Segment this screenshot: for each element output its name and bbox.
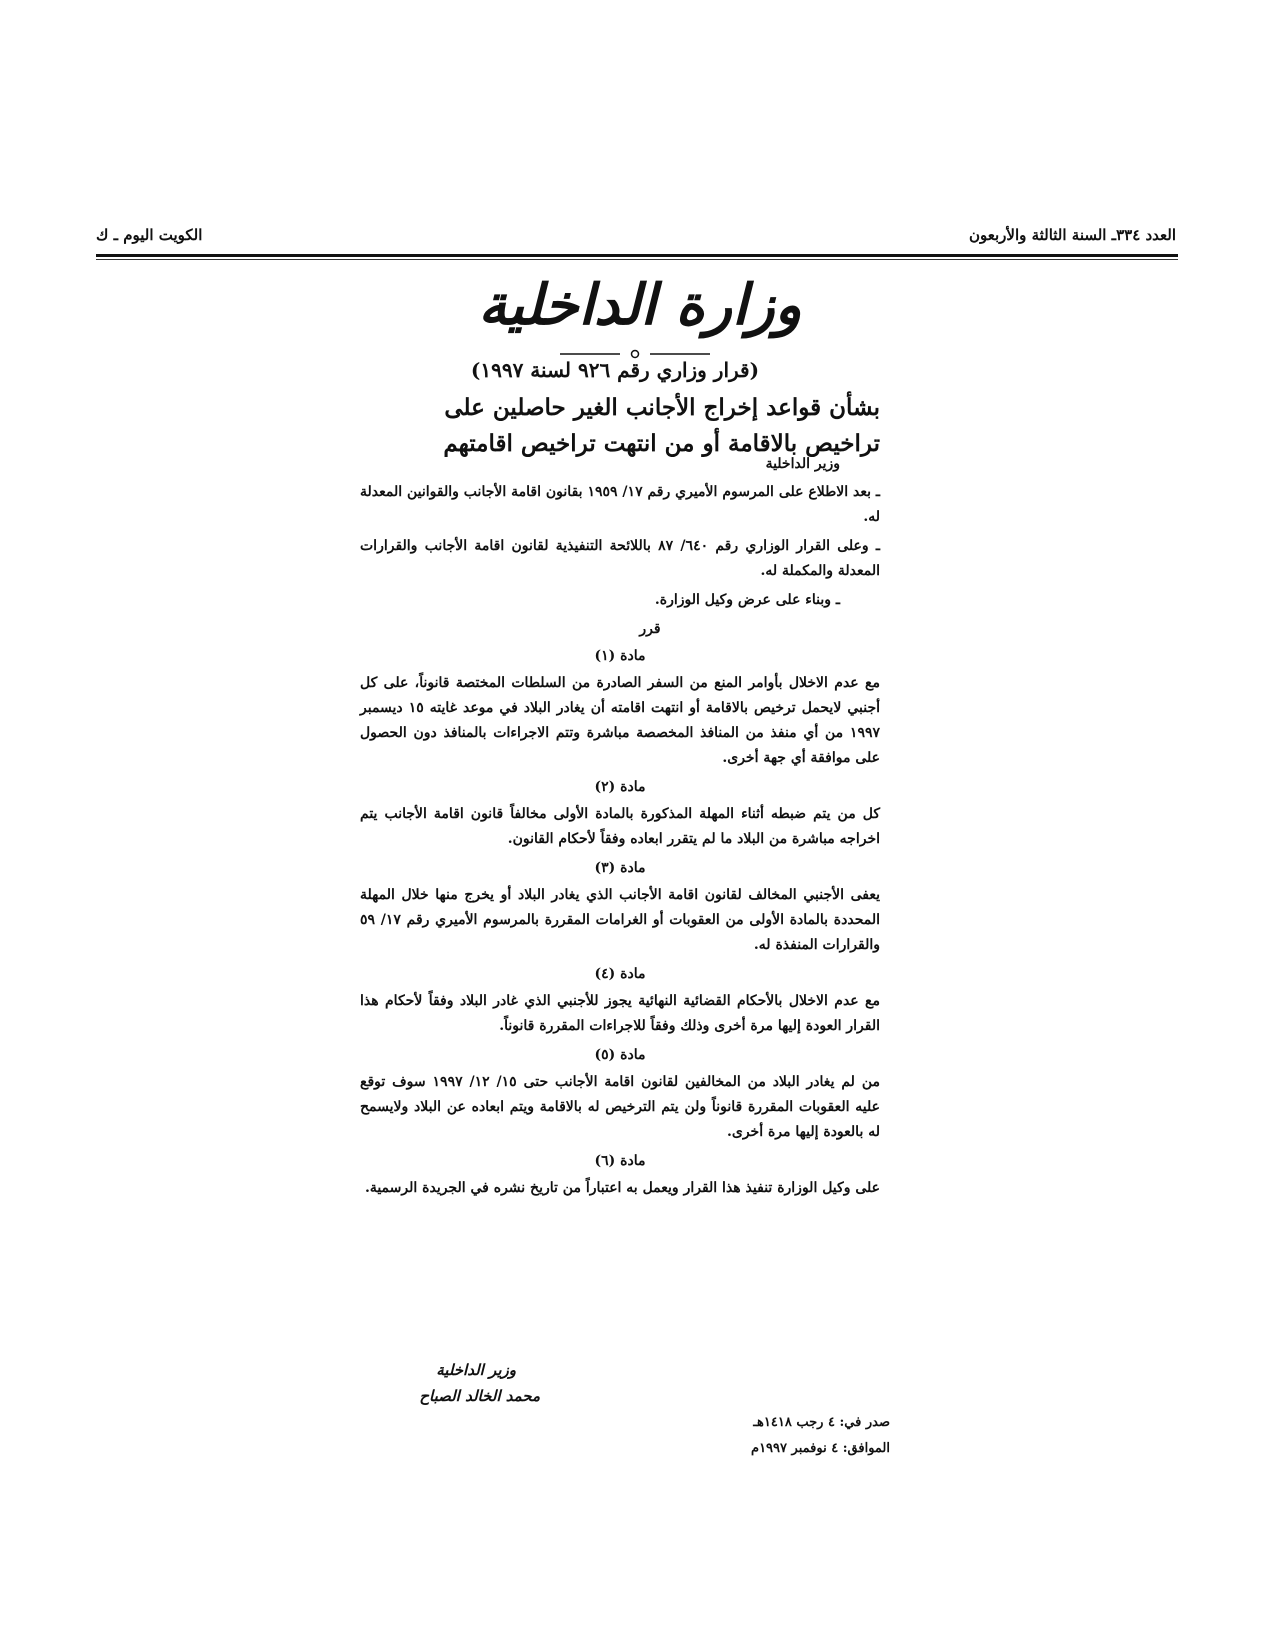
article-text: مع عدم الاخلال بالأحكام القضائية النهائية يجوز للأجنبي الذي غادر البلاد وفقاً لأحكام هذا القرار العودة إليها مرة أخرى وذلك وفقاً للاجراءات المقررة قانوناً. [360,993,880,1034]
article-text: من لم يغادر البلاد من المخالفين لقانون اقامة الأجانب حتى ١٥/ ١٢/ ١٩٩٧ سوف توقع عليه العقوبات المقررة قانوناً ولن يتم الترخيص له بالاقامة ويتم ابعاده عن البلاد ولايسمح له بالعودة إليها مرة أخرى. [360,1074,880,1140]
signature-block [360,1357,540,1409]
corresponding-date: الموافق: ٤ نوفمبر ١٩٩٧م [751,1441,890,1456]
article-text: مع عدم الاخلال بأوامر المنع من السفر الصادرة من السلطات المختصة قانوناً، على كل أجنبي لايحمل ترخيص بالاقامة أو انتهت اقامته أن يغادر البلاد في موعد غايته ١٥ ديسمبر ١٩٩٧ من أي منفذ من المنافذ المخصصة مباشرة وتتم الاجراءات بالمنافذ دون الحصول على موافقة أي جهة أخرى. [360,675,880,766]
article-title: مادة (١) [594,648,646,664]
header-rule [96,254,1178,257]
article-title: مادة (٤) [594,966,646,982]
article-text: كل من يتم ضبطه أثناء المهلة المذكورة بالمادة الأولى مخالفاً قانون اقامة الأجانب يتم اخراجه مباشرة من البلاد ما لم يتقرر ابعاده وفقاً لأحكام القانون. [360,806,880,847]
header-rule-thin [96,259,1178,260]
article-title: مادة (٢) [594,779,646,795]
preamble-1: ـ بعد الاطلاع على المرسوم الأميري رقم ١٧/ ١٩٥٩ بقانون اقامة الأجانب والقوانين المعدلة له. [360,484,880,525]
ministry-title: وزارة الداخلية [478,272,802,338]
issuer: وزير الداخلية [765,456,840,472]
page-header [96,226,1176,250]
article-title: مادة (٣) [594,860,646,876]
subject-line-2: تراخيص بالاقامة أو من انتهت تراخيص اقامتهم [443,430,880,457]
preamble-3: ـ وبناء على عرض وكيل الوزارة. [654,592,840,608]
decision-number: (قرار وزاري رقم ٩٢٦ لسنة ١٩٩٧) [470,358,760,382]
publication-name: الكويت اليوم ـ ك [96,226,203,244]
article-text: يعفى الأجنبي المخالف لقانون اقامة الأجانب الذي يغادر البلاد أو يخرج منها خلال المهلة المحددة بالمادة الأولى من العقوبات أو الغرامات المقررة بالمرسوم الأميري رقم ١٧/ ٥٩ والقرارات المنفذة له. [360,887,880,953]
signature-role: وزير الداخلية [436,1361,516,1379]
article-text: على وكيل الوزارة تنفيذ هذا القرار ويعمل به اعتباراً من تاريخ نشره في الجريدة الرسمية. [364,1180,880,1196]
decision-subject [380,390,880,462]
subject-line-1: بشأن قواعد إخراج الأجانب الغير حاصلين على [444,394,880,421]
issue-number: العدد ٣٣٤ـ السنة الثالثة والأربعون [968,226,1176,244]
preamble-2: ـ وعلى القرار الوزاري رقم ٦٤٠/ ٨٧ باللائحة التنفيذية لقانون اقامة الأجانب والقرارات المعدلة والمكملة له. [360,538,881,579]
article-title: مادة (٦) [594,1153,646,1169]
signature-name: محمد الخالد الصباح [419,1387,540,1405]
decision-body [360,480,880,1205]
article-title: مادة (٥) [594,1047,646,1063]
issued-date: صدر في: ٤ رجب ١٤١٨هـ [753,1415,890,1430]
resolved-heading: قرر [639,621,661,637]
dates-block [700,1410,890,1462]
